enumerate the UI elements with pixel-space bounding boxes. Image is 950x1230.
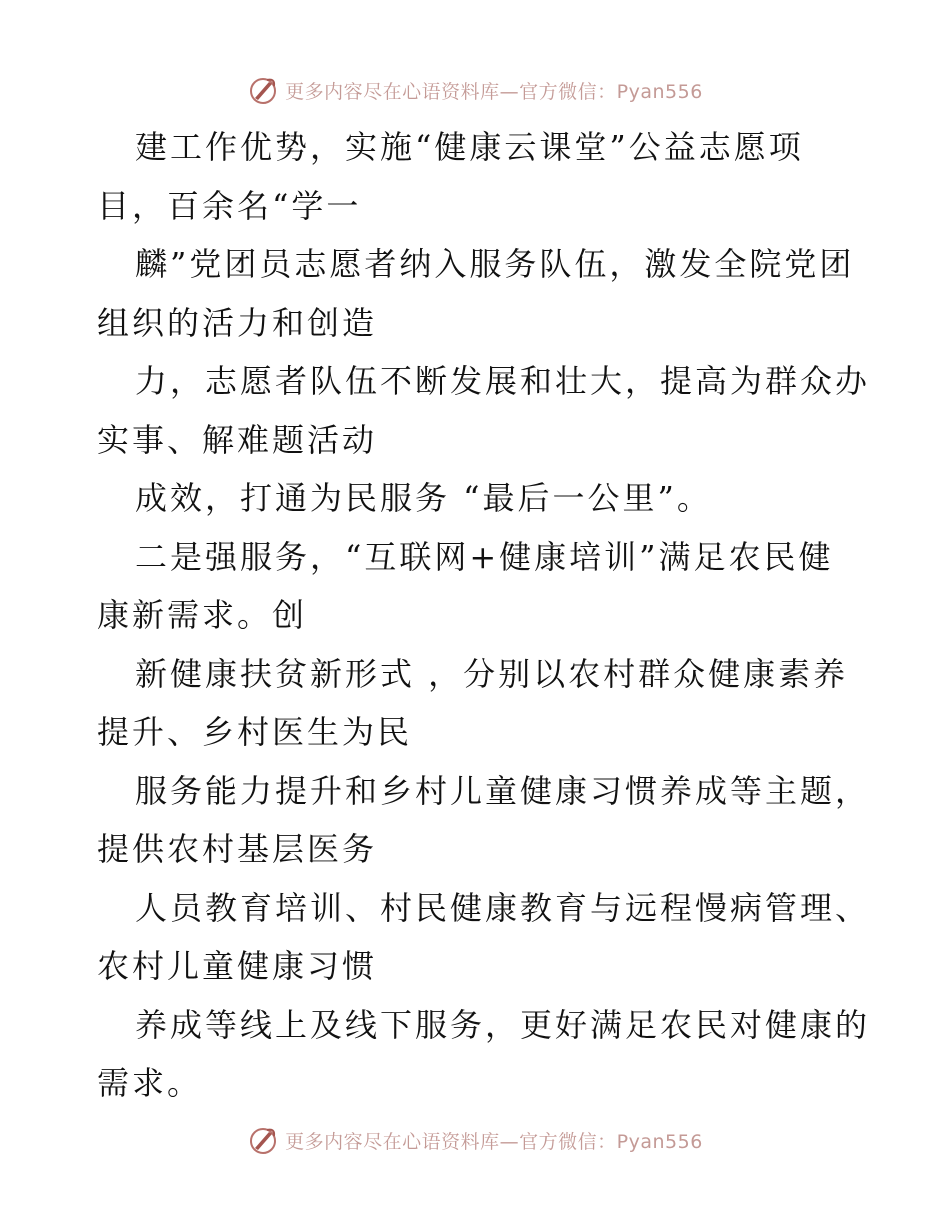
- body-line: 人员教育培训、村民健康教育与远程慢病管理、: [135, 888, 871, 927]
- document-body: [97, 118, 871, 1113]
- banner-text: 更多内容尽在心语资料库—官方微信：Pyan556: [285, 1130, 703, 1153]
- body-line: 养成等线上及线下服务，更好满足农民对健康的: [135, 1005, 871, 1044]
- body-line: 实事、解难题活动: [97, 420, 378, 459]
- body-line: 提升、乡村医生为民: [97, 713, 413, 751]
- body-line: 新健康扶贫新形式 ，分别以农村群众健康素养: [135, 654, 849, 693]
- body-line: 力，志愿者队伍不断发展和壮大，提高为群众办: [135, 362, 871, 400]
- body-line: 成效，打通为民服务 “最后一公里”。: [135, 479, 712, 517]
- header-watermark-banner: [0, 70, 950, 110]
- body-line: 需求。: [97, 1064, 203, 1102]
- body-line: 康新需求。创: [97, 596, 308, 634]
- banner-text: 更多内容尽在心语资料库—官方微信：Pyan556: [285, 80, 703, 103]
- body-line: 二是强服务，“互联网+健康培训”满足农民健: [135, 537, 834, 576]
- footer-watermark-banner: [0, 1120, 950, 1160]
- body-line: 建工作优势，实施“健康云课堂”公益志愿项: [135, 128, 804, 166]
- body-line: 麟”党团员志愿者纳入服务队伍，激发全院党团: [135, 245, 855, 283]
- body-line: 组织的活力和创造: [97, 303, 378, 342]
- quill-pen-circle-icon: [247, 1124, 279, 1156]
- body-line: 目，百余名“学一: [97, 186, 362, 225]
- body-line: 农村儿童健康习惯: [97, 947, 378, 985]
- quill-pen-circle-icon: [247, 74, 279, 106]
- body-line: 服务能力提升和乡村儿童健康习惯养成等主题，: [135, 771, 871, 810]
- body-line: 提供农村基层医务: [97, 830, 378, 868]
